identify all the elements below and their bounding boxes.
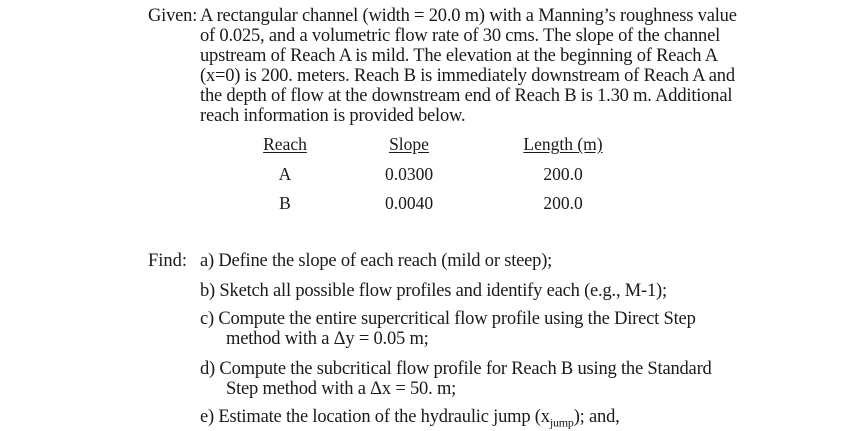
find-item-c-line-1: c) Compute the entire supercritical flow profile using the Direct Step: [200, 309, 696, 329]
find-item-c: [200, 309, 720, 349]
table-cell-slope-b: 0.0040: [384, 193, 434, 213]
given-line-1: A rectangular channel (width = 20.0 m) with a Manning’s roughness value: [200, 6, 737, 26]
find-item-a: [200, 251, 720, 271]
find-item-e: [200, 407, 720, 430]
given-text: [200, 6, 738, 126]
table-cell-reach-b: B: [279, 193, 291, 213]
given-line-6: reach information is provided below.: [200, 106, 466, 126]
table-cell-slope-a: 0.0300: [384, 164, 434, 184]
table-cell-length-b: 200.0: [543, 193, 583, 213]
table-header-slope: Slope: [389, 134, 429, 154]
given-line-2: of 0.025, and a volumetric flow rate of 30 cms. The slope of the channel: [200, 26, 721, 46]
find-item-e-pre: e) Estimate the location of the hydraulic jump (x: [200, 407, 550, 427]
find-item-e-post: ); and,: [573, 407, 620, 427]
given-line-5: the depth of flow at the downstream end of Reach B is 1.30 m. Additional: [200, 86, 733, 106]
table-header-length: Length (m): [523, 134, 603, 154]
given-line-4: (x=0) is 200. meters. Reach B is immediately downstream of Reach A and: [200, 66, 735, 86]
find-item-d: [200, 359, 720, 399]
find-item-a-text: a) Define the slope of each reach (mild or steep);: [200, 251, 553, 271]
find-item-b-text: b) Sketch all possible flow profiles and identify each (e.g., M-1);: [200, 281, 667, 301]
table-cell-length-a: 200.0: [543, 164, 583, 184]
find-item-d-line-2: Step method with a Δx = 50. m;: [226, 379, 457, 399]
table-header-reach: Reach: [263, 134, 307, 154]
given-line-3: upstream of Reach A is mild. The elevation at the beginning of Reach A: [200, 46, 718, 66]
find-item-e-sub: jump: [549, 415, 574, 430]
find-item-b: [200, 281, 720, 301]
given-section: [148, 6, 738, 126]
given-label: Given:: [148, 6, 198, 26]
find-item-c-line-2: method with a Δy = 0.05 m;: [226, 329, 429, 349]
find-item-d-line-1: d) Compute the subcritical flow profile for Reach B using the Standard: [200, 359, 712, 379]
find-label: Find:: [148, 251, 188, 271]
table-cell-reach-a: A: [278, 164, 292, 184]
